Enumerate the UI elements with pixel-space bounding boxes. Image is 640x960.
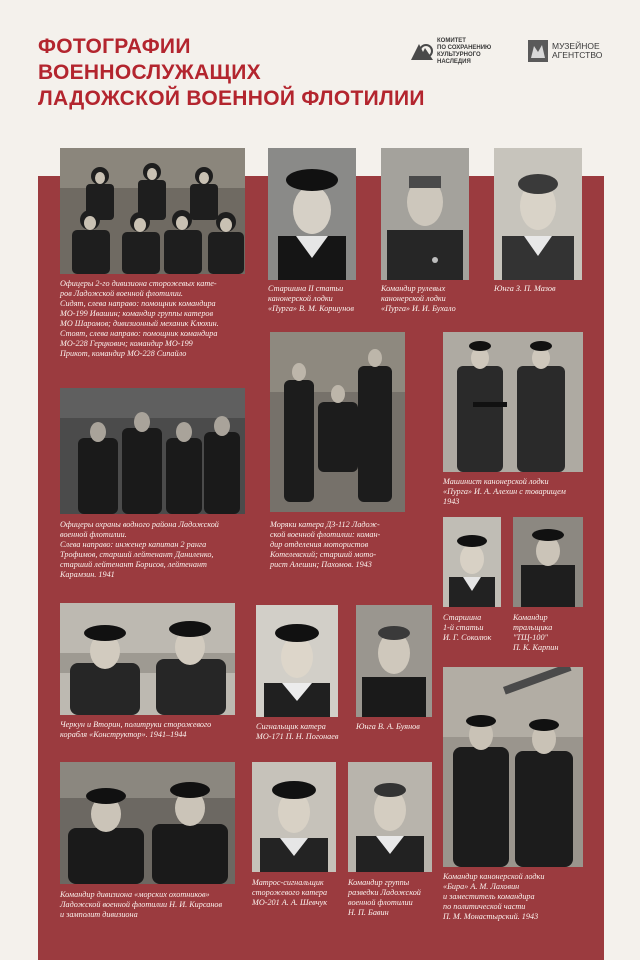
caption-line: сторожевого катера: [252, 888, 328, 897]
caption-line: канонерской лодки: [268, 294, 333, 303]
caption-line: Офицеры 2-го дивизиона сторожевых кате-: [60, 279, 217, 288]
caption-mazov: [494, 284, 556, 294]
photo-pogonaev: [256, 605, 338, 717]
caption-line: Черкун и Вторин, политруки сторожевого: [60, 720, 212, 729]
title-line-3: ЛАДОЖСКОЙ ВОЕННОЙ ФЛОТИЛИИ: [38, 87, 425, 110]
heritage-committee-text: [437, 38, 527, 66]
committee-line-3: КУЛЬТУРНОГО: [437, 52, 481, 58]
caption-line: Офицеры охраны водного района Ладожской: [60, 520, 219, 529]
caption-sokolyuk: [443, 613, 491, 643]
caption-line: Командир группы: [348, 878, 410, 887]
photo-bukhalo: [381, 148, 469, 280]
caption-line: Старшина II статьи: [268, 284, 344, 293]
caption-line: Стоят, слева направо: помощник командира: [60, 329, 218, 338]
caption-bukhalo: [381, 284, 456, 314]
caption-shevchuk: [252, 878, 327, 908]
caption-line: старший лейтенант Борисов, лейтенант: [60, 560, 207, 569]
caption-line: Старшина: [443, 613, 482, 622]
photo-buyanov: [356, 605, 432, 717]
photo-cherkun-vtorin: [60, 603, 235, 715]
caption-officers-2nd-division: [60, 279, 219, 359]
caption-water-area-officers: [60, 520, 219, 580]
caption-line: Юнга В. А. Буянов: [356, 722, 420, 731]
caption-buyanov: [356, 722, 420, 732]
caption-line: дир отделения мотористов: [270, 540, 369, 549]
caption-lakhovin-monastyrsky: [443, 872, 544, 922]
caption-line: Слева направо: инженер капитан 2 ранга: [60, 540, 207, 549]
caption-karpin: [513, 613, 558, 653]
caption-line: Командир канонерской лодки: [443, 872, 545, 881]
photo-sokolyuk: [443, 517, 501, 607]
photo-bavin: [348, 762, 432, 872]
caption-line: «Пурга» И. А. Алехин с товарищем: [443, 487, 566, 496]
caption-line: Машинист канонерской лодки: [443, 477, 549, 486]
photo-kirsanov: [60, 762, 235, 884]
caption-line: Командир: [513, 613, 548, 622]
committee-line-1: КОМИТЕТ: [437, 38, 466, 44]
caption-line: 1943: [443, 497, 460, 506]
photo-karpin: [513, 517, 583, 607]
caption-line: военной флотилии: [348, 898, 413, 907]
caption-line: 1-й статьи: [443, 623, 484, 632]
caption-line: Прикот, командир МО-228 Сипайло: [60, 349, 187, 358]
caption-line: «Пурга» И. И. Бухало: [381, 304, 456, 313]
caption-korshunov: [268, 284, 354, 314]
photo-dz112-sailors: [270, 332, 405, 512]
photo-alekhin: [443, 332, 583, 472]
caption-dz112-sailors: [270, 520, 380, 570]
caption-line: Ладожской военной флотилии Н. И. Кирсанов: [60, 900, 223, 909]
photo-lakhovin-monastyrsky: [443, 667, 583, 867]
caption-line: корабля «Конструктор». 1941–1944: [60, 730, 187, 739]
caption-line: «Бира» А. М. Лаховин: [443, 882, 520, 891]
caption-line: И. Г. Соколюк: [443, 633, 492, 642]
photo-water-area-officers: [60, 388, 245, 514]
caption-line: Матрос-сигнальщик: [252, 878, 324, 887]
photo-korshunov: [268, 148, 356, 280]
caption-line: "ТЩ-100": [513, 633, 548, 642]
title-line-1: ФОТОГРАФИИ: [38, 35, 191, 58]
museum-agency-emblem-icon: [528, 40, 548, 62]
caption-line: канонерской лодки: [381, 294, 446, 303]
caption-line: Командир рулевых: [381, 284, 446, 293]
caption-line: П. К. Карпин: [513, 643, 559, 652]
museum-line-2: АГЕНТСТВО: [552, 50, 603, 60]
museum-agency-logo: [528, 38, 608, 64]
museum-line-1: МУЗЕЙНОЕ: [552, 41, 600, 51]
caption-line: «Пурга» В. М. Коршунов: [268, 304, 354, 313]
photo-officers-2nd-division: [60, 148, 245, 274]
caption-pogonaev: [256, 722, 338, 742]
committee-line-2: ПО СОХРАНЕНИЮ: [437, 45, 492, 51]
caption-line: Трофимов, старший лейтенант Даниленко,: [60, 550, 214, 559]
caption-line: тральщика: [513, 623, 553, 632]
caption-line: Сигнальщик катера: [256, 722, 326, 731]
caption-bavin: [348, 878, 421, 918]
caption-line: военной флотилии.: [60, 530, 127, 539]
caption-line: по политической части: [443, 902, 526, 911]
caption-line: и замполит дивизиона: [60, 910, 138, 919]
caption-line: МО Шаромов; дивизионный механик Клюхин.: [60, 319, 219, 328]
photo-mazov: [494, 148, 582, 280]
caption-line: Моряки катера ДЗ-112 Ладож-: [270, 520, 380, 529]
caption-line: и заместитель командира: [443, 892, 535, 901]
title-line-2: ВОЕННОСЛУЖАЩИХ: [38, 61, 261, 84]
caption-kirsanov: [60, 890, 222, 920]
caption-line: П. М. Монастырский. 1943: [443, 912, 539, 921]
caption-alekhin: [443, 477, 566, 507]
caption-line: МО-199 Ивашин; командир группы катеров: [60, 309, 214, 318]
caption-line: МО-228 Герцкович; командир МО-199: [60, 339, 193, 348]
heritage-committee-logo: [410, 38, 522, 64]
page-title: [38, 34, 425, 112]
caption-line: МО-171 П. Н. Погонаев: [256, 732, 339, 741]
caption-line: МО-201 А. А. Шевчук: [252, 898, 328, 907]
committee-line-4: НАСЛЕДИЯ: [437, 59, 471, 65]
caption-cherkun-vtorin: [60, 720, 211, 740]
caption-line: разведки Ладожской: [348, 888, 421, 897]
caption-line: Сидят, слева направо: помощник командира: [60, 299, 216, 308]
caption-line: Юнга З. П. Мазов: [494, 284, 556, 293]
heritage-committee-emblem-icon: [410, 41, 434, 61]
caption-line: ской военной флотилии: коман-: [270, 530, 381, 539]
caption-line: Командир дивизиона «морских охотников»: [60, 890, 210, 899]
photo-shevchuk: [252, 762, 336, 872]
caption-line: рист Алешин; Пахомов. 1943: [270, 560, 372, 569]
caption-line: Карамзин. 1941: [60, 570, 115, 579]
caption-line: Котелевский; старший мото-: [270, 550, 377, 559]
caption-line: Н. П. Бавин: [348, 908, 389, 917]
caption-line: ров Ладожской военной флотилии.: [60, 289, 183, 298]
museum-agency-text: [552, 42, 612, 60]
